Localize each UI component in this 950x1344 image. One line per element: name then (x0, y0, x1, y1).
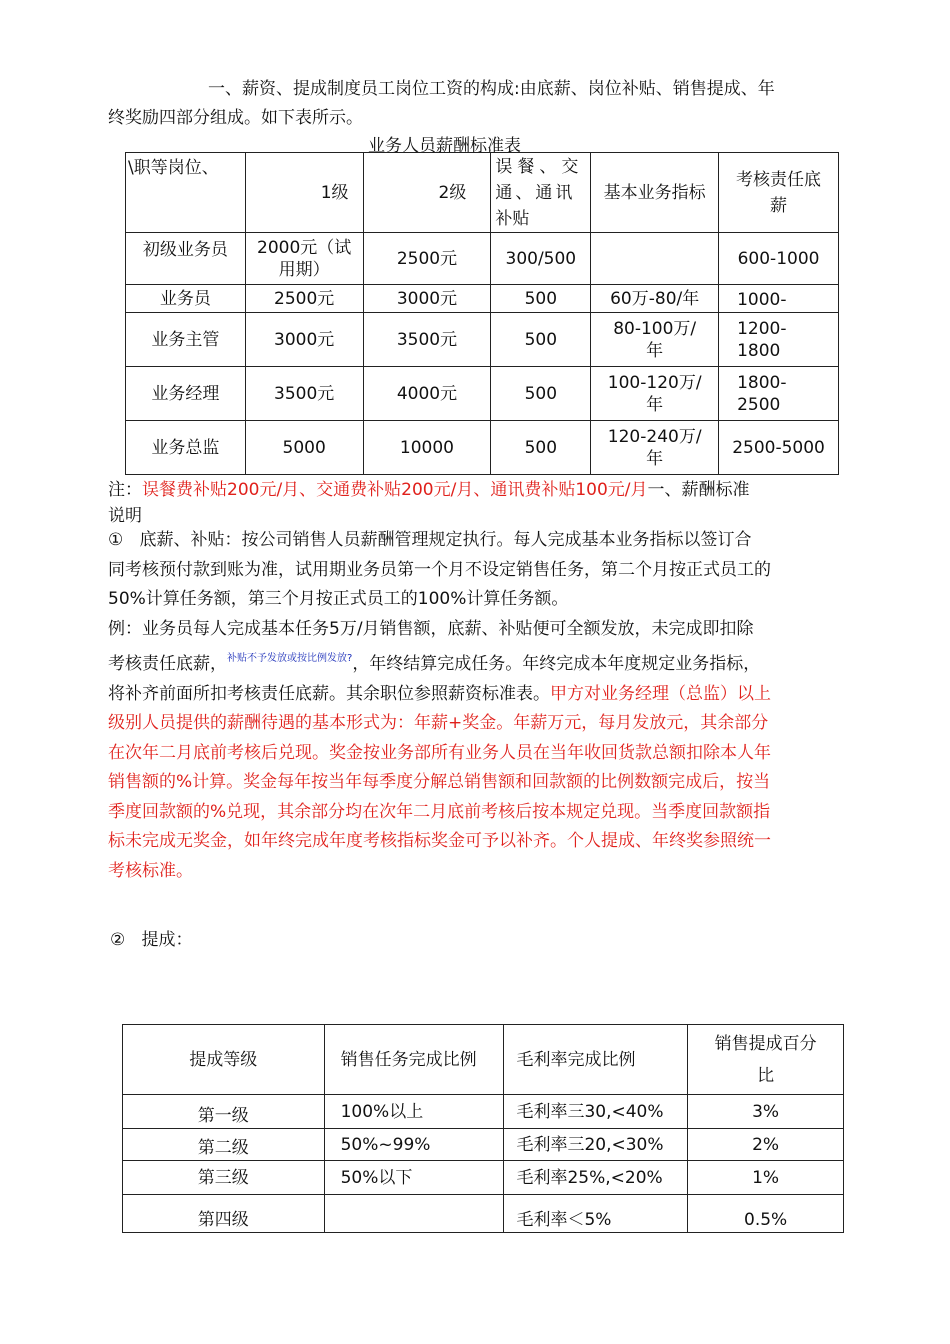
salary-standard-table (125, 152, 839, 475)
section-base-salary: ① 底薪、补贴：按公司销售人员薪酬管理规定执行。每人完成基本业务指标以签订合 同考核预付款到账为准，试用期业务员第一个月不设定销售任务，第二个月按正式员工的 50%计算任务额，第三个月按正式员工的100%计算任务额。 例：业务员每人完成基本任务5万/月销售额，底薪、补贴便可全额发放，未完成即扣除 考核责任底薪，$^{补贴不予发放或按比例发放?}$，年终结算完成任务。年终完成本年度规定业务指标， 将补齐前面所扣考核责任底薪。其余职位参照薪资标准表。甲方对业务经理（总监）以上 级别人员提供的薪酬待遇的基本形式为：年薪+奖金。年薪万元，每月发放元，其余部分 在次年二月底前考核后兑现。奖金按业务部所有业务人员在当年收回货款总额扣除本人年 销售额的%计算。奖金每年按当年每季度分解总销售额和回款额的比例数额完成后，按当 季度回款额的%兑现，其余部分均在次年二月底前考核后按本规定兑现。当季度回款额指 标未完成无奖金，如年终完成年度考核指标奖金可予以补齐。个人提成、年终奖参照统一 考核标准。 (108, 530, 771, 881)
header-position: \职等岗位、 (126, 153, 246, 233)
header-task-ratio: 销售任务完成比例 (324, 1025, 504, 1095)
table-row: 业务总监 5000 10000 500 120-240万/ 年 2500-5000 (126, 421, 839, 475)
table-row: 初级业务员 2000元（试 用期） 2500元 300/500 600-1000 (126, 233, 839, 285)
table-row: 业务经理 3500元 4000元 500 100-120万/ 年 1800- 2500 (126, 367, 839, 421)
note-line: 注：误餐费补贴200元/月、交通费补贴200元/月、通讯费补贴100元/月一、薪酬标准 (108, 480, 750, 500)
table-row: 业务主管 3000元 3500元 500 80-100万/ 年 1200- 1800 (126, 313, 839, 367)
header-margin-ratio: 毛利率完成比例 (504, 1025, 688, 1095)
table-header-row (126, 153, 839, 233)
margin-comment: 补贴不予发放或按比例发放? (227, 653, 353, 664)
header-assessment-base: 考核责任底 薪 (719, 153, 839, 233)
table-row: 第一级 100%以上 毛利率三30,<40% 3% (123, 1095, 844, 1129)
header-grade: 提成等级 (123, 1025, 325, 1095)
table-row: 第四级 毛利率＜5% 0.5% (123, 1195, 844, 1233)
section-commission-label: ② 提成： (110, 930, 193, 950)
header-basic-target: 基本业务指标 (591, 153, 719, 233)
header-level-1: 1级 (245, 153, 363, 233)
commission-table (122, 1024, 844, 1233)
table-row: 第三级 50%以下 毛利率25%,<20% 1% (123, 1161, 844, 1195)
header-level-2: 2级 (363, 153, 491, 233)
header-commission-percent: 销售提成百分 比 (688, 1025, 844, 1095)
table-row: 业务员 2500元 3000元 500 60万-80/年 1000- (126, 285, 839, 313)
intro-line-2: 终奖励四部分组成。如下表所示。 (108, 108, 363, 128)
table-row: 第二级 50%~99% 毛利率三20,<30% 2% (123, 1129, 844, 1161)
note-line-2: 说明 (108, 506, 142, 526)
salary-table-title: 业务人员薪酬标准表 (368, 136, 521, 156)
header-allowance: 误餐、交 通、通讯 补贴 (491, 153, 591, 233)
table-header-row (123, 1025, 844, 1095)
intro-line-1: 一、薪资、提成制度员工岗位工资的构成:由底薪、岗位补贴、销售提成、年 (208, 79, 775, 99)
